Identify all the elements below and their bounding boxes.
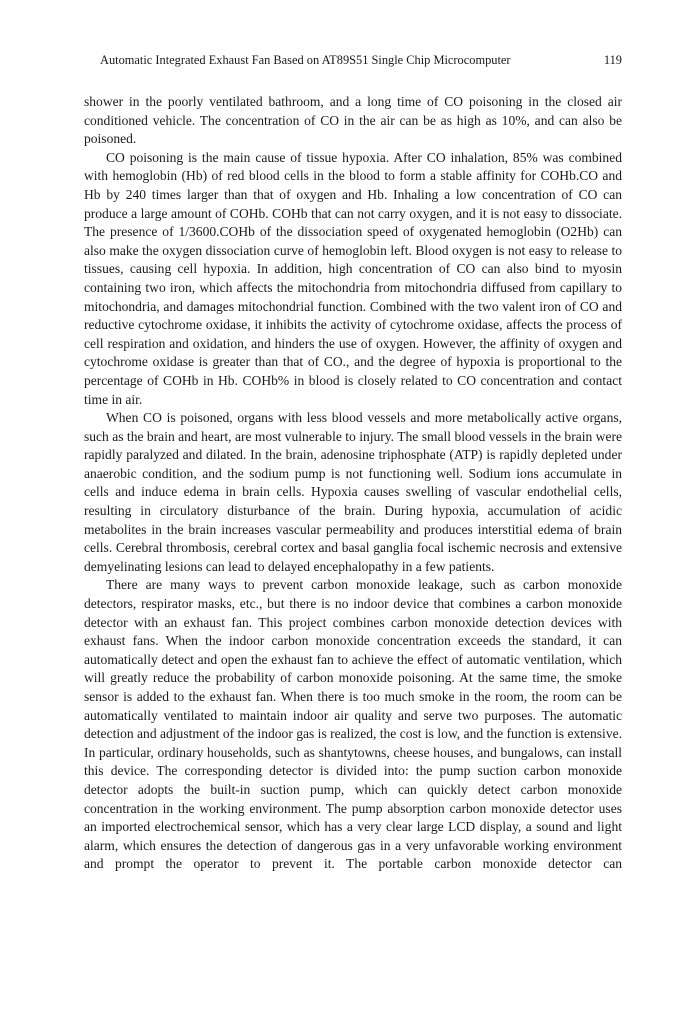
paragraph-continuation: shower in the poorly ventilated bathroom, and a long time of CO poisoning in the closed air conditioned vehicle. The concentration of CO in the air can be as high as 10%, and can also be poisoned.	[84, 94, 622, 147]
running-title: Automatic Integrated Exhaust Fan Based on AT89S51 Single Chip Microcomputer	[100, 53, 511, 67]
paragraph-organ-damage: When CO is poisoned, organs with less blood vessels and more metabolically active organs, such as the brain and heart, are most vulnerable to injury. The small blood vessels in the brain were rapidly paralyzed and dilated. In the brain, adenosine triphosphate (ATP) is rapidly depleted under anaerobic condition, and the sodium pump is not functioning well. Sodium ions accumulate in cells and induce edema in brain cells. Hypoxia causes swelling of vascular endothelial cells, resulting in circulatory disturbance of the brain. During hypoxia, accumulation of acidic metabolites in the brain increases vascular permeability and produces interstitial edema of brain cells. Cerebral thrombosis, cerebral cortex and basal ganglia focal ischemic necrosis and extensive demyelinating lesions can lead to delayed encephalopathy in a few patients.	[84, 410, 622, 574]
paragraph-prevention-project: There are many ways to prevent carbon monoxide leakage, such as carbon monoxide detectors, respirator masks, etc., but there is no indoor device that combines a carbon monoxide detector with an exhaust fan. This project combines carbon monoxide detection devices with exhaust fans. When the indoor carbon monoxide concentration exceeds the standard, it can automatically detect and open the exhaust fan to achieve the effect of automatic ventilation, which will greatly reduce the probability of carbon monoxide poisoning. At the same time, the smoke sensor is added to the exhaust fan. When there is too much smoke in the room, the room can be automatically ventilated to maintain indoor air quality and serve two purposes. The automatic detection and adjustment of the indoor gas is realized, the cost is low, and the function is extensive. In particular, ordinary households, such as shantytowns, cheese houses, and bungalows, can install this device. The corresponding detector is divided into: the pump suction carbon monoxide detector adopts the built-in suction pump, which can quickly detect carbon monoxide concentration in the working environment. The pump absorption carbon monoxide detector uses an imported electrochemical sensor, which has a very clear large LCD display, a sound and light alarm, which ensures the detection of dangerous gas in a very unfavorable working environment and prompt the operator to prevent it. The portable carbon monoxide detector can	[84, 577, 622, 872]
page-number: 119	[603, 53, 622, 67]
paragraph-co-poisoning-mechanism: CO poisoning is the main cause of tissue hypoxia. After CO inhalation, 85% was combined with hemoglobin (Hb) of red blood cells in the blood to form a stable affinity for COHb.CO and Hb by 240 times larger than that of oxygen and Hb. Inhaling a low concentration of CO can produce a large amount of COHb. COHb that can not carry oxygen, and it is not easy to dissociate. The presence of 1/3600.COHb of the dissociation speed of oxygenated hemoglobin (O2Hb) can also make the oxygen dissociation curve of hemoglobin left. Blood oxygen is not easy to release to tissues, causing cell hypoxia. In addition, high concentration of CO can also bind to myosin containing two iron, which affects the mitochondria from mitochondria diffused from capillary to mitochondria, and damages mitochondrial function. Combined with the two valent iron of CO and reductive cytochrome oxidase, it inhibits the activity of cytochrome oxidase, affects the process of cell respiration and oxidation, and hinders the use of oxygen. However, the affinity of oxygen and cytochrome oxidase is greater than that of CO., and the degree of hypoxia is proportional to the percentage of COHb in Hb. COHb% in blood is closely related to CO concentration and contact time in air.	[84, 149, 622, 407]
body-text	[84, 93, 622, 874]
